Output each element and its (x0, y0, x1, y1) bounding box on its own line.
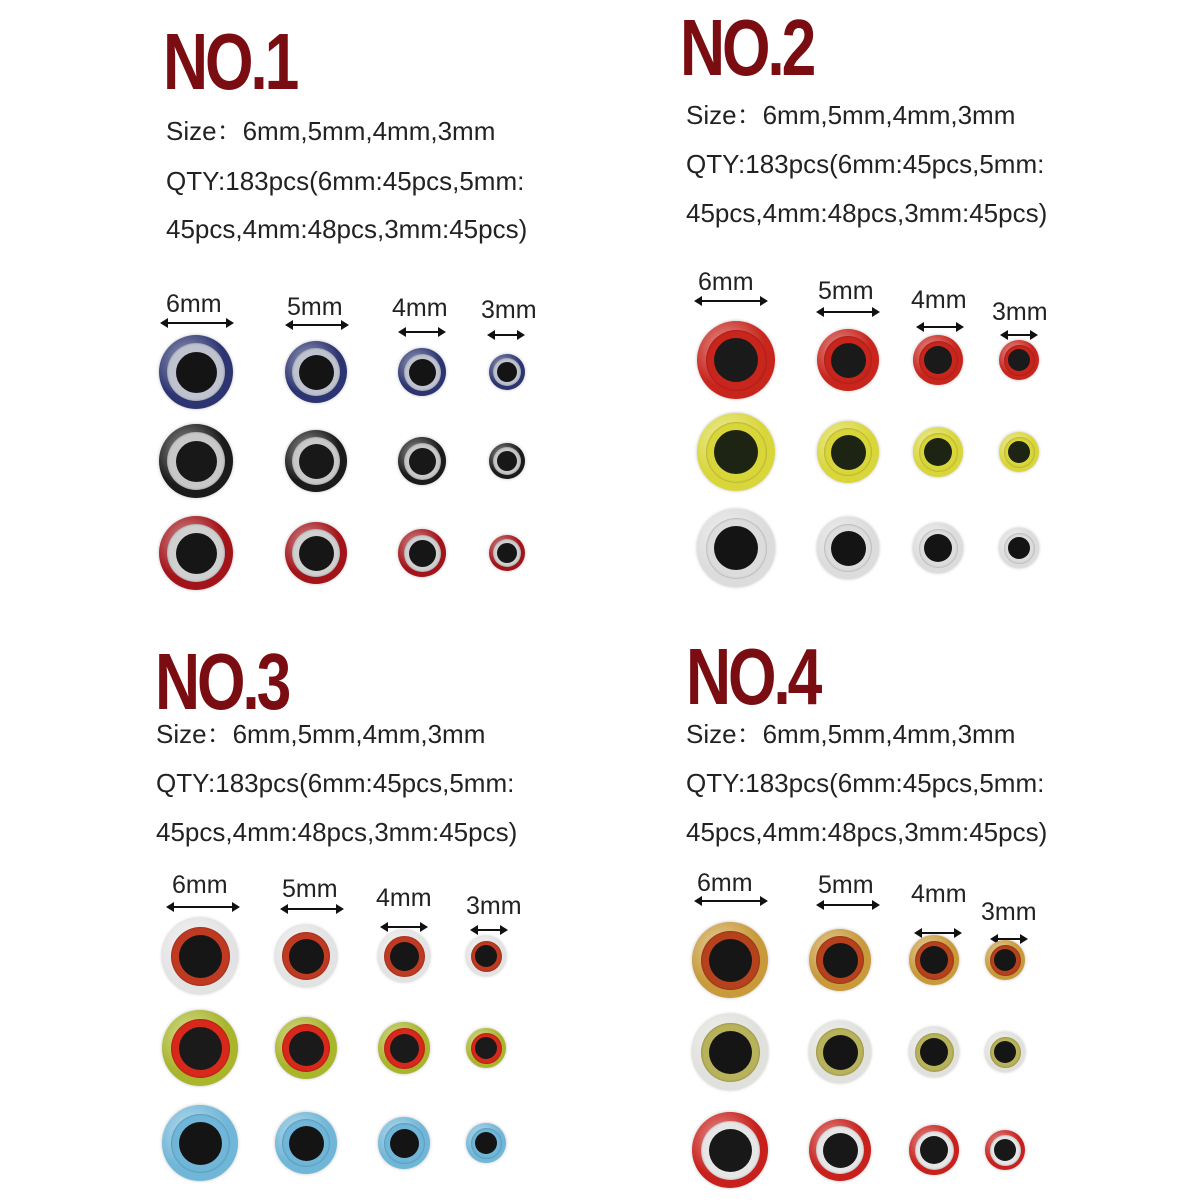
eye-pupil (994, 1041, 1016, 1063)
eye-iris (1004, 533, 1035, 564)
eye-pupil (823, 943, 858, 978)
size-label-5mm: 5mm (287, 293, 343, 321)
size-label-3mm: 3mm (481, 296, 537, 324)
eye-pupil (920, 1136, 948, 1164)
size-text: Size：6mm,5mm,4mm,3mm (686, 719, 1016, 749)
size-label-4mm: 4mm (392, 294, 448, 322)
size-text: Size：6mm,5mm,4mm,3mm (156, 719, 486, 749)
fish-eye-5mm-row-3 (809, 1119, 871, 1181)
fish-eye-5mm-row-3 (817, 517, 879, 579)
fish-eye-3mm-row-3 (999, 528, 1039, 568)
eye-pupil (714, 430, 758, 474)
fish-eye-4mm-row-3 (909, 1125, 959, 1175)
fish-eye-5mm-row-1 (817, 329, 879, 391)
size-label-3mm: 3mm (981, 898, 1037, 926)
eye-iris (990, 1037, 1021, 1068)
fish-eye-6mm-row-3 (692, 1112, 768, 1188)
eye-iris (990, 1135, 1021, 1166)
eye-pupil (924, 346, 952, 374)
size-label-5mm: 5mm (818, 277, 874, 305)
fish-eye-3mm-row-2 (985, 1032, 1025, 1072)
fish-eye-4mm-row-1 (909, 935, 959, 985)
eye-pupil (994, 1139, 1016, 1161)
eye-iris (701, 1121, 760, 1180)
fish-eye-6mm-row-2 (697, 413, 775, 491)
product-panel-4 (0, 600, 1200, 1200)
qty-text-line-2: 45pcs,4mm:48pcs,3mm:45pcs) (166, 214, 528, 244)
fish-eye-3mm-row-3 (985, 1130, 1025, 1170)
fish-eye-4mm-row-1 (913, 335, 963, 385)
dimension-arrow-4mm (916, 322, 964, 332)
eye-iris (701, 931, 760, 990)
dimension-arrow-5mm (816, 900, 880, 910)
panel-number: NO.1 (163, 17, 297, 106)
eye-pupil (714, 526, 758, 570)
fish-eye-5mm-row-2 (817, 421, 879, 483)
panel-number: NO.2 (680, 3, 814, 92)
eye-iris (990, 945, 1021, 976)
eye-pupil (994, 949, 1016, 971)
qty-text-line-1: QTY:183pcs(6mm:45pcs,5mm: (166, 166, 525, 196)
fish-eye-3mm-row-2 (999, 432, 1039, 472)
eye-pupil (831, 531, 866, 566)
eye-iris (816, 936, 864, 984)
fish-eye-3mm-row-1 (999, 340, 1039, 380)
fish-eye-4mm-row-2 (913, 427, 963, 477)
eye-iris (1004, 437, 1035, 468)
eye-pupil (920, 946, 948, 974)
eye-iris (824, 428, 872, 476)
panel-number: NO.4 (686, 632, 820, 721)
eye-iris (701, 1023, 760, 1082)
qty-text-line-2: 45pcs,4mm:48pcs,3mm:45pcs) (686, 817, 1048, 847)
size-label-6mm: 6mm (698, 268, 754, 296)
size-label-6mm: 6mm (172, 871, 228, 899)
eye-iris (919, 433, 958, 472)
qty-text-line-1: QTY:183pcs(6mm:45pcs,5mm: (686, 768, 1045, 798)
qty-text-line-1: QTY:183pcs(6mm:45pcs,5mm: (156, 768, 515, 798)
eye-pupil (709, 1129, 752, 1172)
fish-eye-6mm-row-1 (692, 922, 768, 998)
qty-text-line-2: 45pcs,4mm:48pcs,3mm:45pcs) (156, 817, 518, 847)
dimension-arrow-6mm (694, 896, 768, 906)
eye-iris (816, 1126, 864, 1174)
eye-pupil (714, 338, 758, 382)
eye-iris (706, 422, 767, 483)
fish-eye-4mm-row-2 (909, 1027, 959, 1077)
size-text: Size：6mm,5mm,4mm,3mm (686, 100, 1016, 130)
size-label-6mm: 6mm (697, 869, 753, 897)
fish-eye-6mm-row-3 (697, 509, 775, 587)
fish-eye-5mm-row-1 (809, 929, 871, 991)
eye-iris (915, 1033, 954, 1072)
eye-iris (706, 518, 767, 579)
eye-pupil (831, 343, 866, 378)
qty-text-line-1: QTY:183pcs(6mm:45pcs,5mm: (686, 149, 1045, 179)
dimension-arrow-3mm (1000, 330, 1038, 340)
eye-iris (816, 1028, 864, 1076)
eye-pupil (823, 1035, 858, 1070)
eye-iris (919, 529, 958, 568)
eye-iris (706, 330, 767, 391)
size-label-3mm: 3mm (466, 892, 522, 920)
size-label-4mm: 4mm (911, 880, 967, 908)
size-label-6mm: 6mm (166, 290, 222, 318)
qty-text-line-2: 45pcs,4mm:48pcs,3mm:45pcs) (686, 198, 1048, 228)
fish-eye-6mm-row-2 (692, 1014, 768, 1090)
size-label-5mm: 5mm (282, 875, 338, 903)
size-label-3mm: 3mm (992, 298, 1048, 326)
fish-eye-6mm-row-1 (697, 321, 775, 399)
eye-pupil (709, 1031, 752, 1074)
eye-pupil (924, 438, 952, 466)
eye-pupil (1008, 441, 1030, 463)
eye-pupil (920, 1038, 948, 1066)
dimension-arrow-5mm (816, 307, 880, 317)
eye-iris (824, 336, 872, 384)
size-text: Size：6mm,5mm,4mm,3mm (166, 116, 496, 146)
eye-iris (915, 1131, 954, 1170)
dimension-arrow-6mm (694, 296, 768, 306)
size-label-4mm: 4mm (911, 286, 967, 314)
eye-pupil (823, 1133, 858, 1168)
eye-pupil (831, 435, 866, 470)
eye-iris (1004, 345, 1035, 376)
fish-eye-5mm-row-2 (809, 1021, 871, 1083)
fish-eye-3mm-row-1 (985, 940, 1025, 980)
eye-iris (915, 941, 954, 980)
eye-pupil (709, 939, 752, 982)
size-label-4mm: 4mm (376, 884, 432, 912)
eye-iris (824, 524, 872, 572)
panel-number: NO.3 (155, 637, 289, 726)
eye-iris (919, 341, 958, 380)
eye-pupil (924, 534, 952, 562)
eye-pupil (1008, 349, 1030, 371)
fish-eye-4mm-row-3 (913, 523, 963, 573)
size-label-5mm: 5mm (818, 871, 874, 899)
eye-pupil (1008, 537, 1030, 559)
